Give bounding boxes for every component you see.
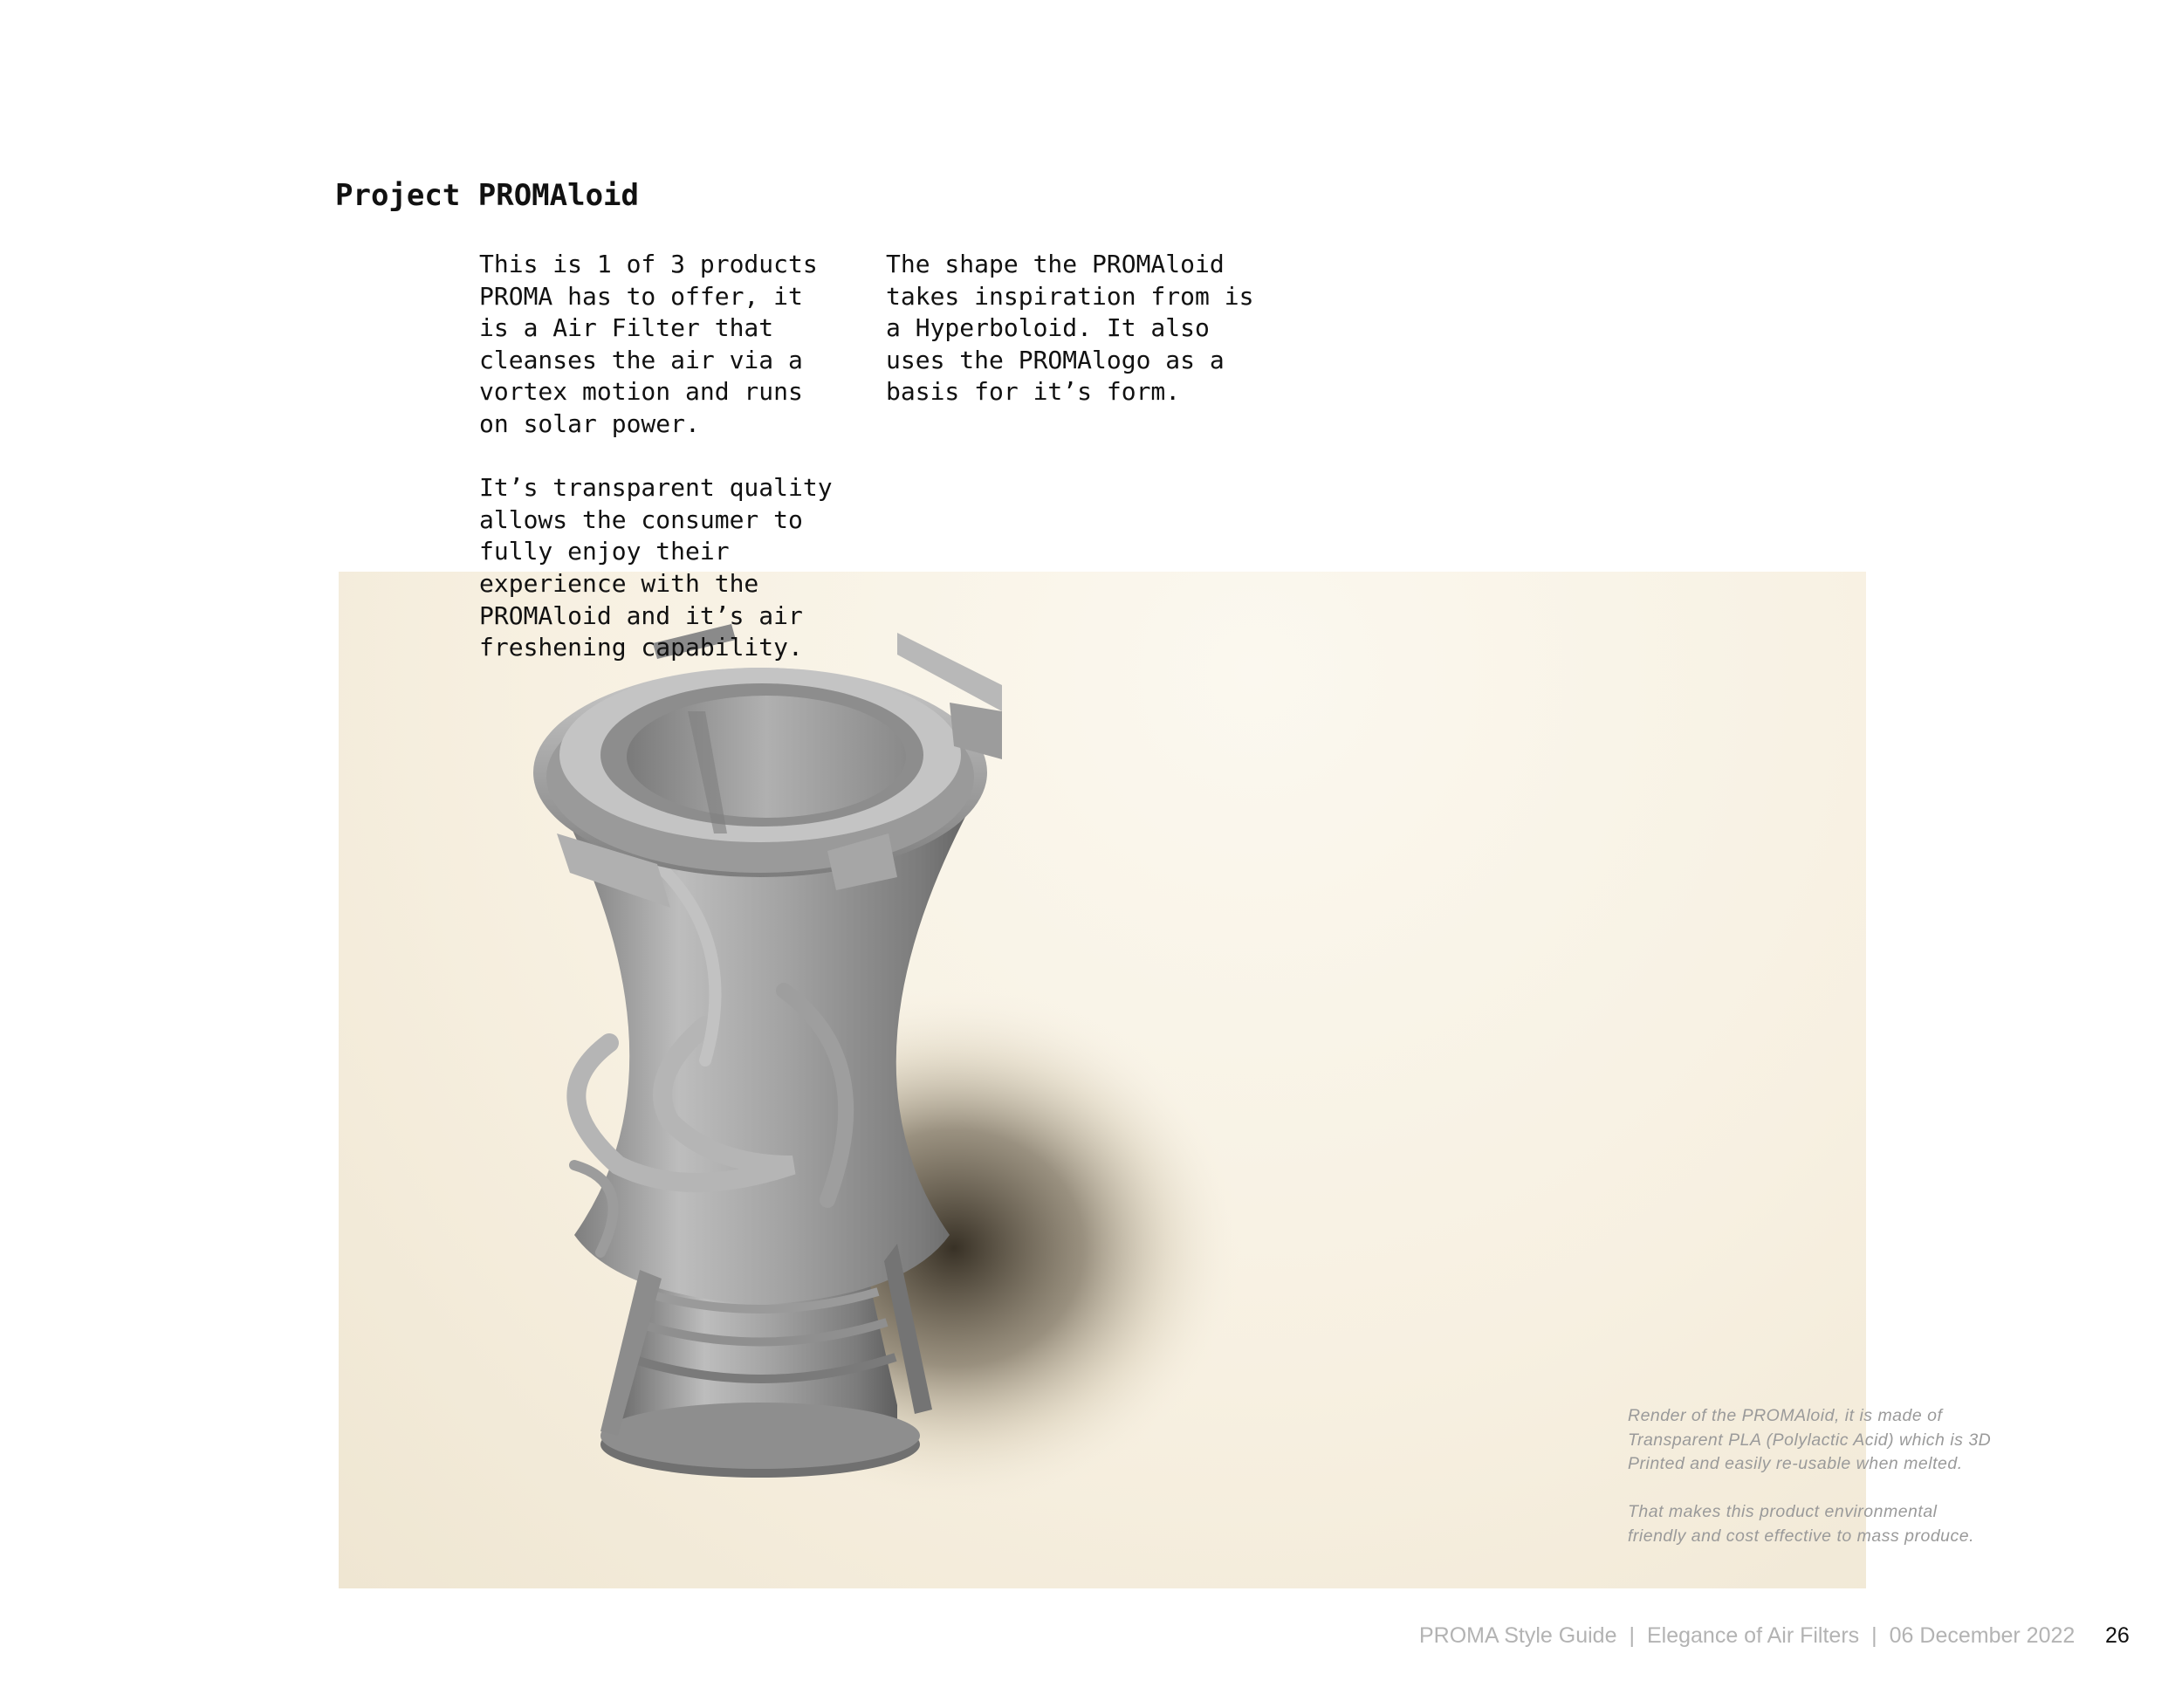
footer-separator: | <box>1629 1623 1635 1648</box>
intro-text-left: This is 1 of 3 products PROMA has to offer, it is a Air Filter that cleanses the air via a vortex motion and runs on solar power. It’s transparent quality allows the consumer to fully enjoy their experience with the PROMAloid and it’s air freshening capability. <box>479 250 833 662</box>
page-title: Project PROMAloid <box>335 178 639 213</box>
footer-date: 06 December 2022 <box>1889 1623 2076 1648</box>
page-number: 26 <box>2105 1623 2130 1648</box>
footer-subtitle: Elegance of Air Filters <box>1646 1623 1860 1648</box>
page-footer <box>1419 1622 2075 1650</box>
image-caption: Render of the PROMAloid, it is made of Transparent PLA (Polylactic Acid) which is 3D Printed and easily re-usable when melted. That makes this product environmental friendly and cost effective to mass produce. <box>1628 1406 1992 1546</box>
footer-separator: | <box>1871 1623 1877 1648</box>
intro-text-right: The shape the PROMAloid takes inspiration from is a Hyperboloid. It also uses the PROMAlogo as a basis for it’s form. <box>886 250 1254 407</box>
footer-publication: PROMA Style Guide <box>1419 1623 1617 1648</box>
